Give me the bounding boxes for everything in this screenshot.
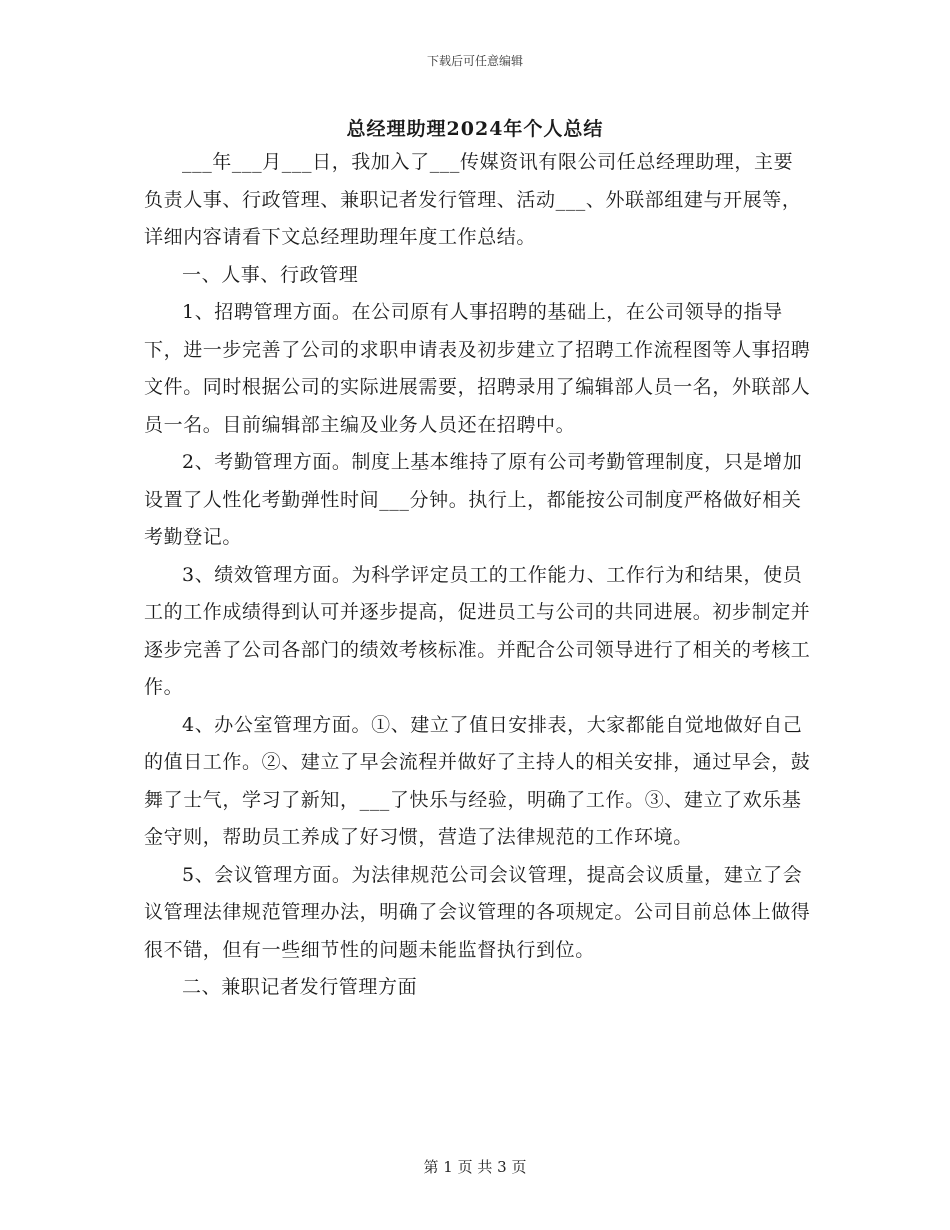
paragraph-attendance: 2、考勤管理方面。制度上基本维持了原有公司考勤管理制度，只是增加设置了人性化考勤弹性时间___分钟。执行上，都能按公司制度严格做好相关考勤登记。 xyxy=(144,451,803,548)
section-heading-2: 二、兼职记者发行管理方面 xyxy=(182,976,418,998)
document-title: 总经理助理2024年个人总结 xyxy=(346,118,604,140)
section-heading-1: 一、人事、行政管理 xyxy=(182,263,359,286)
paragraph-recruitment: 1、招聘管理方面。在公司原有人事招聘的基础上，在公司领导的指导下，进一步完善了公司的求职申请表及初步建立了招聘工作流程图等人事招聘文件。同时根据公司的实际进展需要，招聘录用了编辑部人员一名，外联部人员一名。目前编辑部主编及业务人员还在招聘中。 xyxy=(144,301,811,436)
paragraph-office: 4、办公室管理方面。①、建立了值日安排表，大家都能自觉地做好自己的值日工作。②、建立了早会流程并做好了主持人的相关安排，通过早会，鼓舞了士气，学习了新知，___了快乐与经验，明确了工作。③、建立了欢乐基金守则，帮助员工养成了好习惯，营造了法律规范的工作环境。 xyxy=(144,713,811,848)
intro-paragraph: ___年___月___日，我加入了___传媒资讯有限公司任总经理助理，主要负责人事、行政管理、兼职记者发行管理、活动___、外联部组建与开展等，详细内容请看下文总经理助理年度工作总结。 xyxy=(144,151,802,248)
document-body xyxy=(144,144,812,1007)
paragraph-meeting: 5、会议管理方面。为法律规范公司会议管理，提高会议质量，建立了会议管理法律规范管理办法，明确了会议管理的各项规定。公司目前总体上做得很不错，但有一些细节性的问题未能监督执行到位。 xyxy=(144,863,811,961)
page-footer: 第 1 页 共 3 页 xyxy=(423,1158,527,1176)
header-note: 下载后可任意编辑 xyxy=(426,54,523,68)
paragraph-performance: 3、绩效管理方面。为科学评定员工的工作能力、工作行为和结果，使员工的工作成绩得到认可并逐步提高，促进员工与公司的共同进展。初步制定并逐步完善了公司各部门的绩效考核标准。并配合公司领导进行了相关的考核工作。 xyxy=(144,563,811,698)
